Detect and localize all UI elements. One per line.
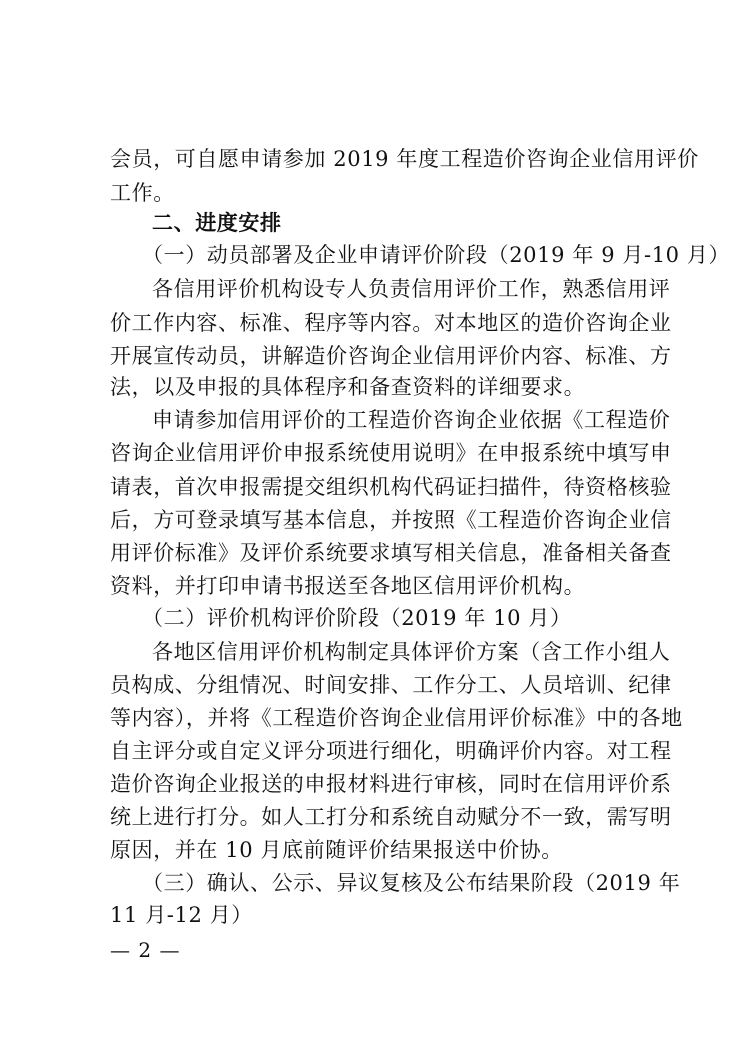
subsection-heading: （一）动员部署及企业申请评价阶段（2019 年 9 月-10 月） — [142, 243, 731, 267]
body-text-line: 后，方可登录填写基本信息，并按照《工程造价咨询企业信 — [110, 508, 672, 532]
body-text-line: 请表，首次申报需提交组织机构代码证扫描件，待资格核验 — [110, 475, 672, 499]
body-text-line: 开展宣传动员，讲解造价咨询企业信用评价内容、标准、方 — [110, 344, 672, 368]
body-text-line: 11 月-12 月） — [110, 903, 253, 927]
body-text-line: 申请参加信用评价的工程造价咨询企业依据《工程造价 — [152, 408, 671, 432]
body-text-line: 等内容），并将《工程造价咨询企业信用评价标准》中的各地 — [110, 706, 683, 730]
body-text-line: 用评价标准》及评价系统要求填写相关信息，准备相关备查 — [110, 541, 672, 565]
body-text-line: 统上进行打分。如人工打分和系统自动赋分不一致，需写明 — [110, 805, 672, 829]
body-text-line: 自主评分或自定义评分项进行细化，明确评价内容。对工程 — [110, 739, 672, 763]
body-text-line: 会员，可自愿申请参加 2019 年度工程造价咨询企业信用评价 — [110, 147, 699, 171]
body-text-line: 法，以及申报的具体程序和备查资料的详细要求。 — [110, 375, 586, 399]
body-text-line: 原因，并在 10 月底前随评价结果报送中价协。 — [110, 838, 563, 862]
body-text-line: 各信用评价机构设专人负责信用评价工作，熟悉信用评 — [152, 277, 671, 301]
subsection-heading: （三）确认、公示、异议复核及公布结果阶段（2019 年 — [142, 871, 681, 895]
body-text-line: 员构成、分组情况、时间安排、工作分工、人员培训、纪律 — [110, 673, 672, 697]
body-text-line: 各地区信用评价机构制定具体评价方案（含工作小组人 — [152, 640, 671, 664]
body-text-line: 咨询企业信用评价申报系统使用说明》在申报系统中填写申 — [110, 441, 672, 465]
page-number: — 2 — — [110, 938, 181, 962]
body-text-line: 价工作内容、标准、程序等内容。对本地区的造价咨询企业 — [110, 311, 672, 335]
section-heading: 二、进度安排 — [152, 211, 282, 235]
body-text-line: 工作。 — [110, 181, 175, 205]
subsection-heading: （二）评价机构评价阶段（2019 年 10 月） — [142, 606, 572, 630]
body-text-line: 资料，并打印申请书报送至各地区信用评价机构。 — [110, 574, 586, 598]
body-text-line: 造价咨询企业报送的申报材料进行审核，同时在信用评价系 — [110, 772, 672, 796]
